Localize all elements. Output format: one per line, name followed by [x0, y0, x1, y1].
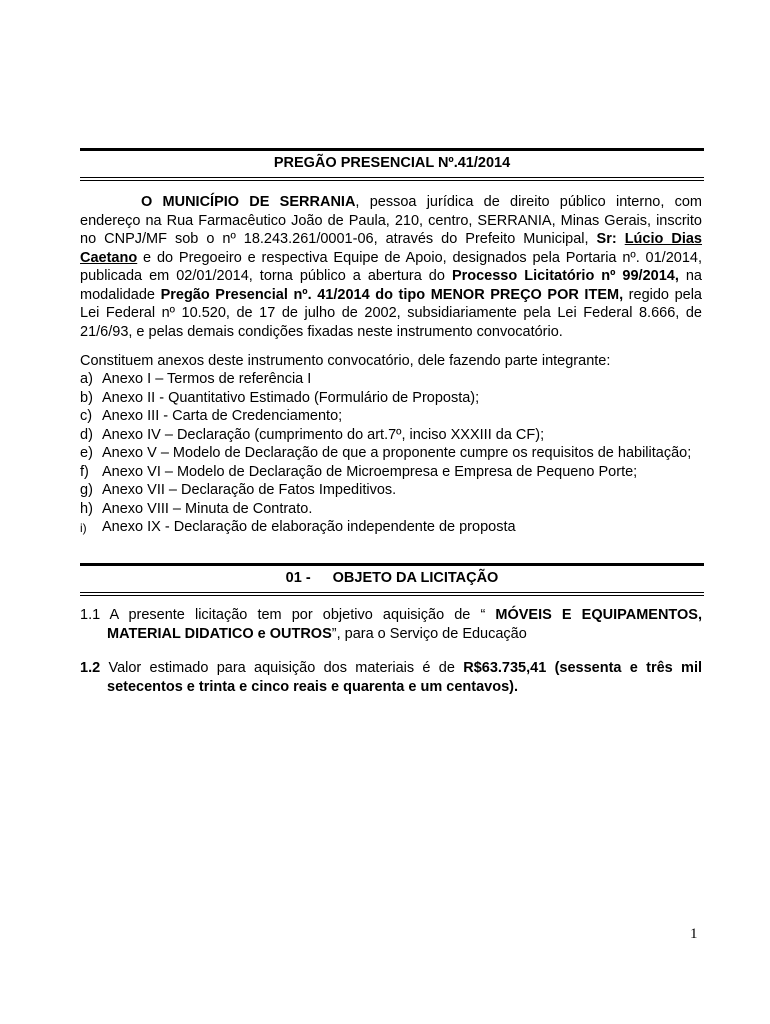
intro-text-2: e do Pregoeiro e respectiva Equipe de Apoio, designados pela Portaria nº. 01/2014, publicada em 02/01/2014, torna público a abertura do	[80, 249, 702, 284]
list-marker: h)	[80, 500, 93, 517]
list-item	[80, 389, 702, 408]
list-marker: f)	[80, 463, 89, 480]
list-marker: e)	[80, 445, 93, 461]
item-number: 1.1	[80, 607, 101, 623]
item-text: A presente licitação tem por objetivo aquisição de “	[100, 607, 496, 623]
list-marker: d)	[80, 426, 93, 443]
prefeito-name: Lúcio Dias Caetano	[80, 231, 702, 266]
list-item	[80, 518, 702, 537]
item-1-2	[80, 659, 702, 697]
item-text: Valor estimado para aquisição dos materiais é de	[100, 660, 464, 676]
item-bold-text: R$63.735,41 (sessenta e três mil setecentos e trinta e cinco reais e quarenta e um centavos).	[107, 660, 702, 695]
page-number: 1	[690, 926, 698, 942]
list-marker: g)	[80, 482, 93, 498]
list-item	[80, 407, 702, 426]
title-banner	[80, 148, 704, 178]
intro-paragraph	[80, 193, 702, 341]
list-item-text: Anexo I – Termos de referência I	[102, 371, 312, 387]
section-number: 01 -	[285, 570, 311, 586]
list-item-text: Anexo VII – Declaração de Fatos Impeditivos.	[102, 482, 397, 498]
list-item-text: Anexo IX - Declaração de elaboração independente de proposta	[102, 519, 516, 535]
item-bold-text: MÓVEIS E EQUIPAMENTOS, MATERIAL DIDATICO e OUTROS	[107, 607, 702, 642]
list-item	[80, 500, 702, 519]
list-item	[80, 463, 702, 482]
list-item	[80, 426, 702, 445]
list-item	[80, 370, 702, 389]
intro-text-1: , pessoa jurídica de direito público interno, com endereço na Rua Farmacêutico João de Paula, 210, centro, SERRANIA, Minas Gerais, inscrito no CNPJ/MF sob o nº 18.243.261/0001-06, através do Prefeito Municipal,	[80, 194, 702, 247]
list-item-text: Anexo III - Carta de Credenciamento;	[102, 408, 343, 424]
annexes-list	[80, 370, 702, 537]
list-item	[80, 444, 702, 463]
item-1-1	[80, 606, 702, 644]
section-heading: OBJETO DA LICITAÇÃO	[332, 570, 499, 586]
section-banner	[80, 563, 704, 593]
section-title	[80, 570, 704, 586]
sr-label: Sr:	[596, 231, 625, 247]
list-item-text: Anexo VIII – Minuta de Contrato.	[102, 500, 313, 517]
page-title: PREGÃO PRESENCIAL Nº.41/2014	[273, 155, 511, 171]
processo-number: Processo Licitatório nº 99/2014,	[451, 268, 679, 284]
list-marker: b)	[80, 389, 93, 406]
list-marker: a)	[80, 371, 93, 387]
municipio-name: O MUNICÍPIO DE SERRANIA	[141, 194, 356, 210]
list-marker: i)	[80, 521, 87, 535]
pregao-number: Pregão Presencial nº. 41/2014 do tipo MENOR PREÇO POR ITEM,	[160, 286, 624, 303]
annexes-lead: Constituem anexos deste instrumento convocatório, dele fazendo parte integrante:	[80, 353, 611, 369]
item-number: 1.2	[80, 660, 101, 676]
list-item	[80, 481, 702, 500]
list-item-text: Anexo II - Quantitativo Estimado (Formulário de Proposta);	[102, 389, 480, 406]
list-item-text: Anexo IV – Declaração (cumprimento do art.7º, inciso XXXIII da CF);	[102, 426, 545, 443]
list-item-text: Anexo V – Modelo de Declaração de que a proponente cumpre os requisitos de habilitação;	[102, 445, 692, 461]
intro-text-4: regido pela Lei Federal nº 10.520, de 17 de julho de 2002, subsidiariamente pela Lei Federal 8.666, de 21/6/93, e pelas demais condições fixadas neste instrumento convocatório.	[80, 286, 702, 340]
list-marker: c)	[80, 408, 93, 424]
intro-text-3: na modalidade	[80, 268, 702, 303]
list-item-text: Anexo VI – Modelo de Declaração de Microempresa e Empresa de Pequeno Porte;	[102, 463, 638, 480]
item-text: ”, para o Serviço de Educação	[331, 626, 527, 642]
